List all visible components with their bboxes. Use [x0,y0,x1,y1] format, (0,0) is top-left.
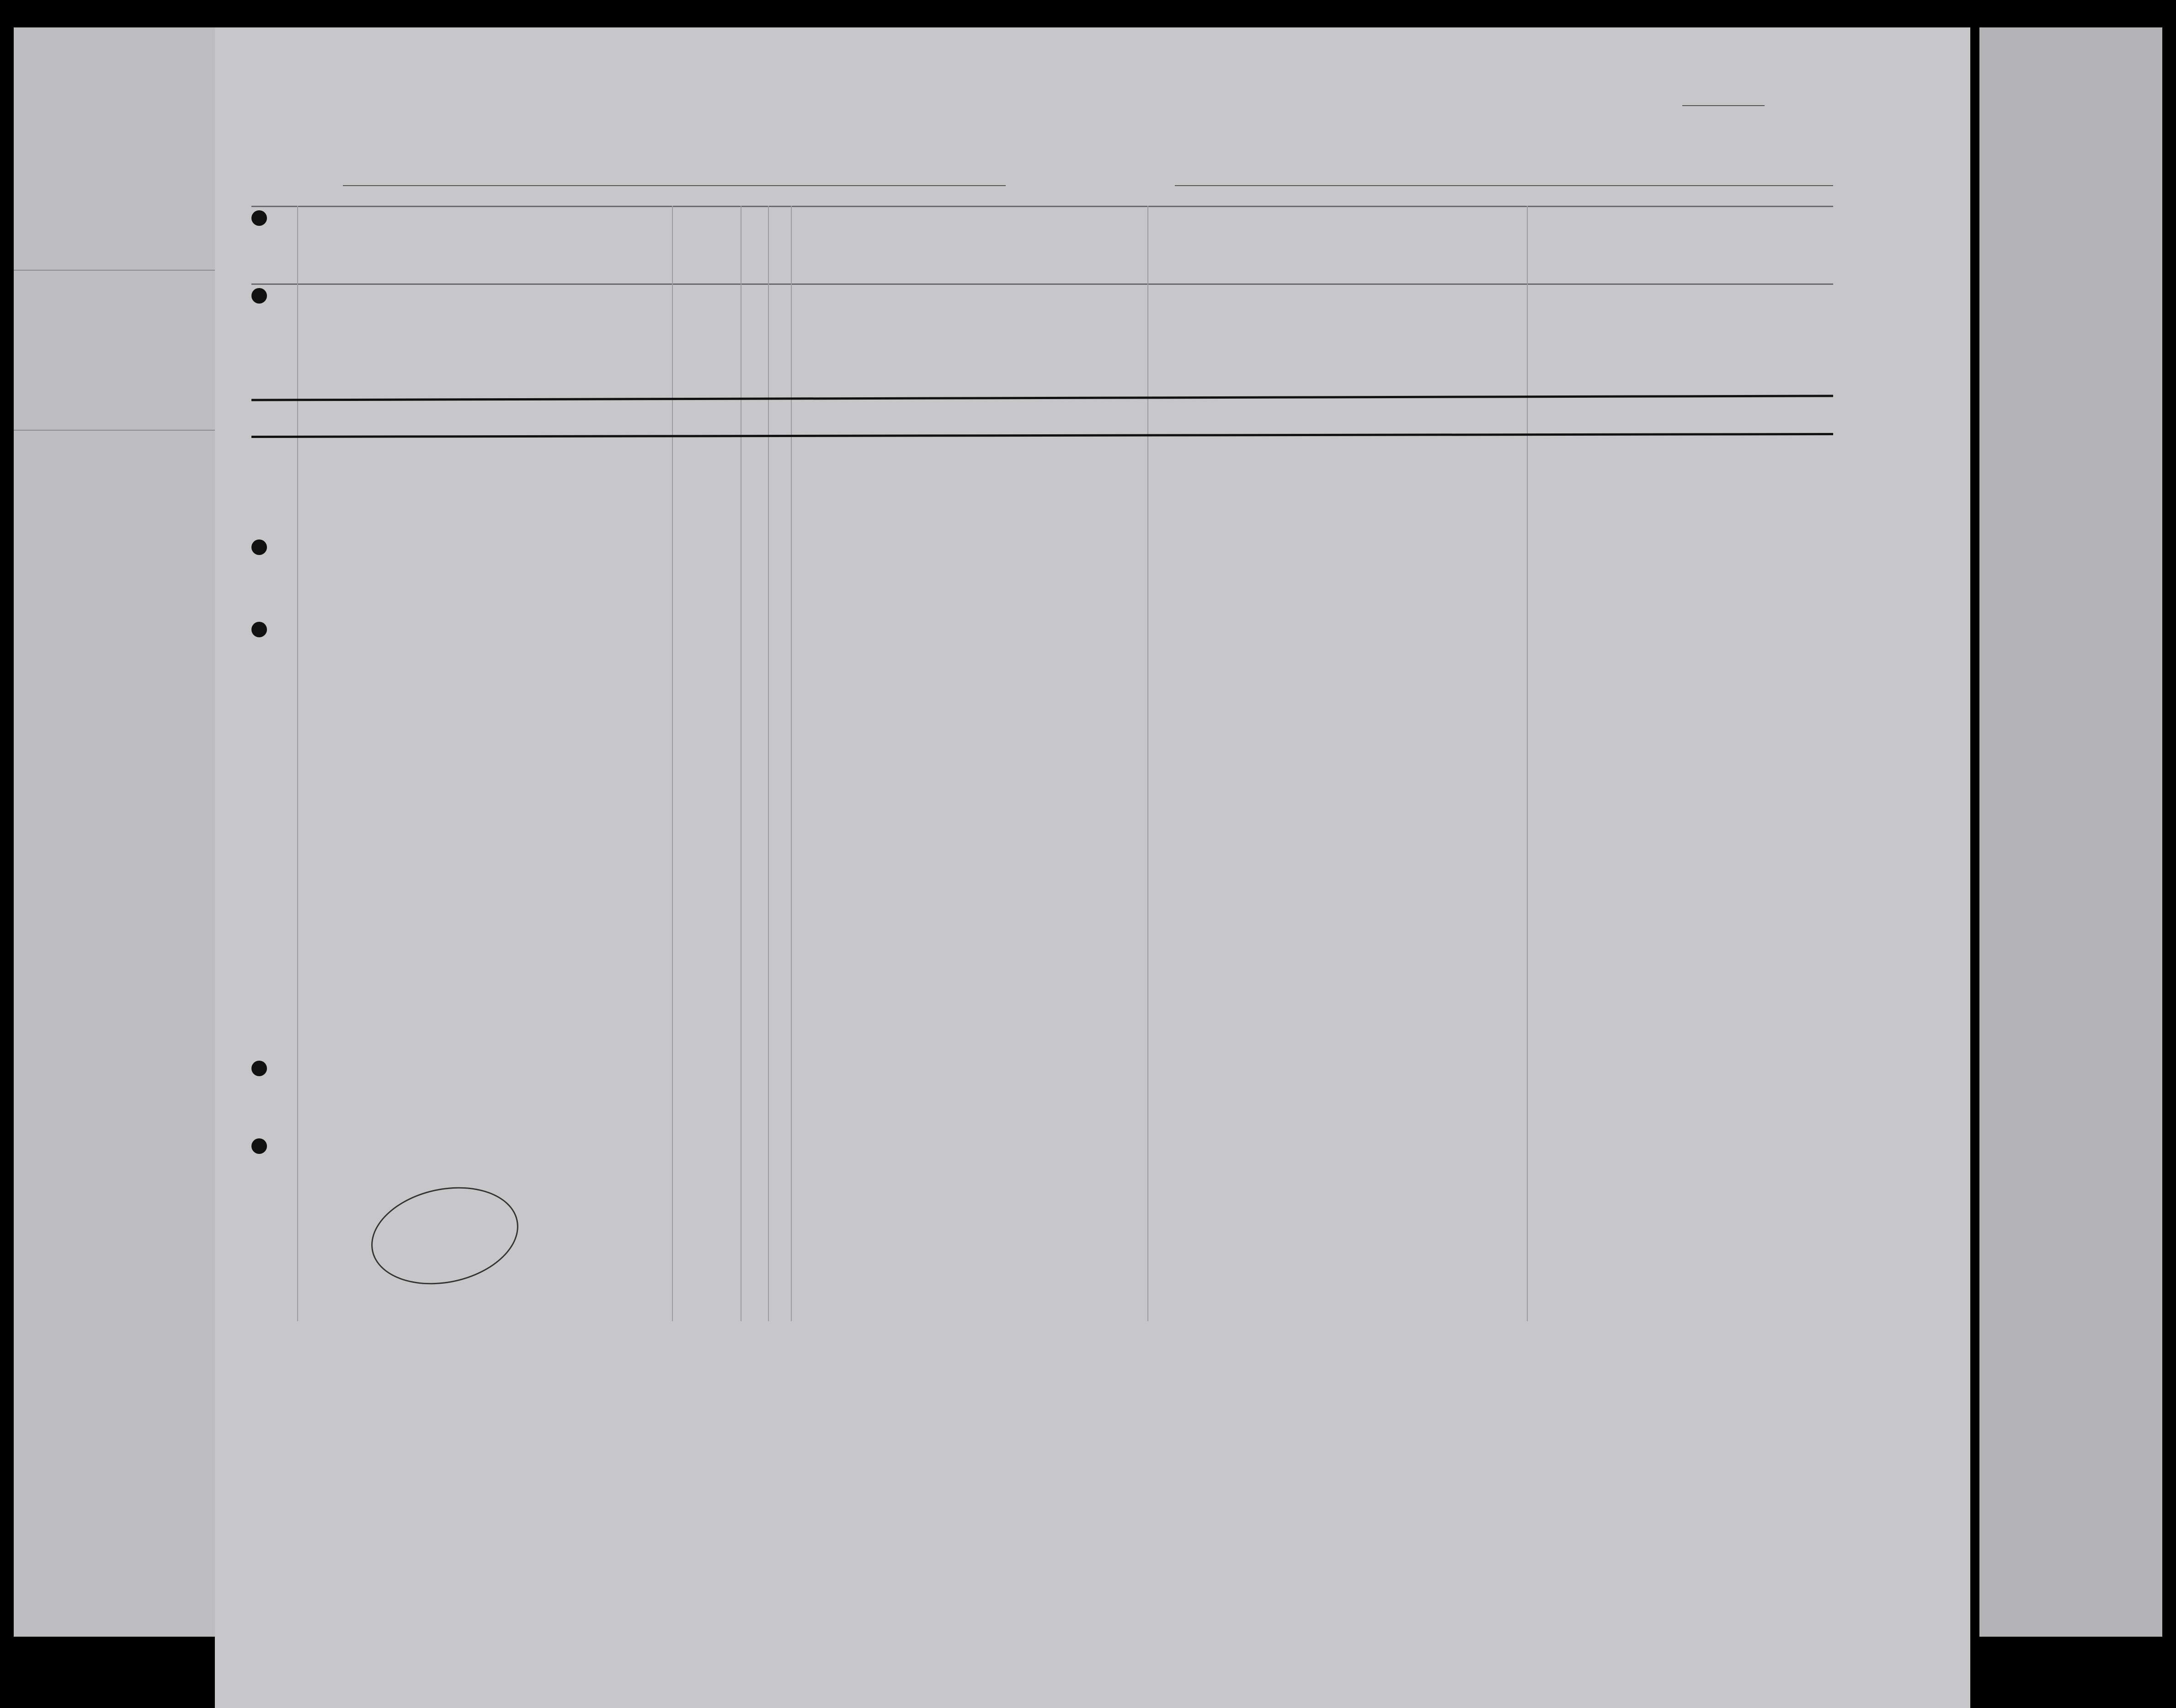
punch-hole [251,1138,267,1154]
strike-line-row-4 [251,433,1833,438]
punch-hole [251,210,267,226]
left-underlying-sheet [14,27,224,1637]
col-rule [768,206,769,1321]
circle-mark [362,1174,528,1297]
punch-hole [251,622,267,637]
punch-hole [251,1061,267,1076]
strike-line-row-3 [251,395,1833,401]
col-rule [297,206,298,1321]
left-sheet-rule [14,270,224,271]
table-header-rule [251,283,1833,285]
passenger-list-document [215,27,1970,1708]
port-underline [795,185,1006,186]
right-underlying-sheet [1979,27,2162,1637]
col-rule [1147,206,1148,1321]
number-underline [1682,105,1765,106]
col-rule [672,206,673,1321]
col-rule [1527,206,1528,1321]
col-rule [791,206,792,1321]
left-sheet-rule [14,430,224,431]
punch-hole [251,539,267,555]
ship-underline [343,185,800,186]
arrival-underline [1175,185,1833,186]
table-top-rule [251,206,1833,207]
punch-hole [251,288,267,304]
